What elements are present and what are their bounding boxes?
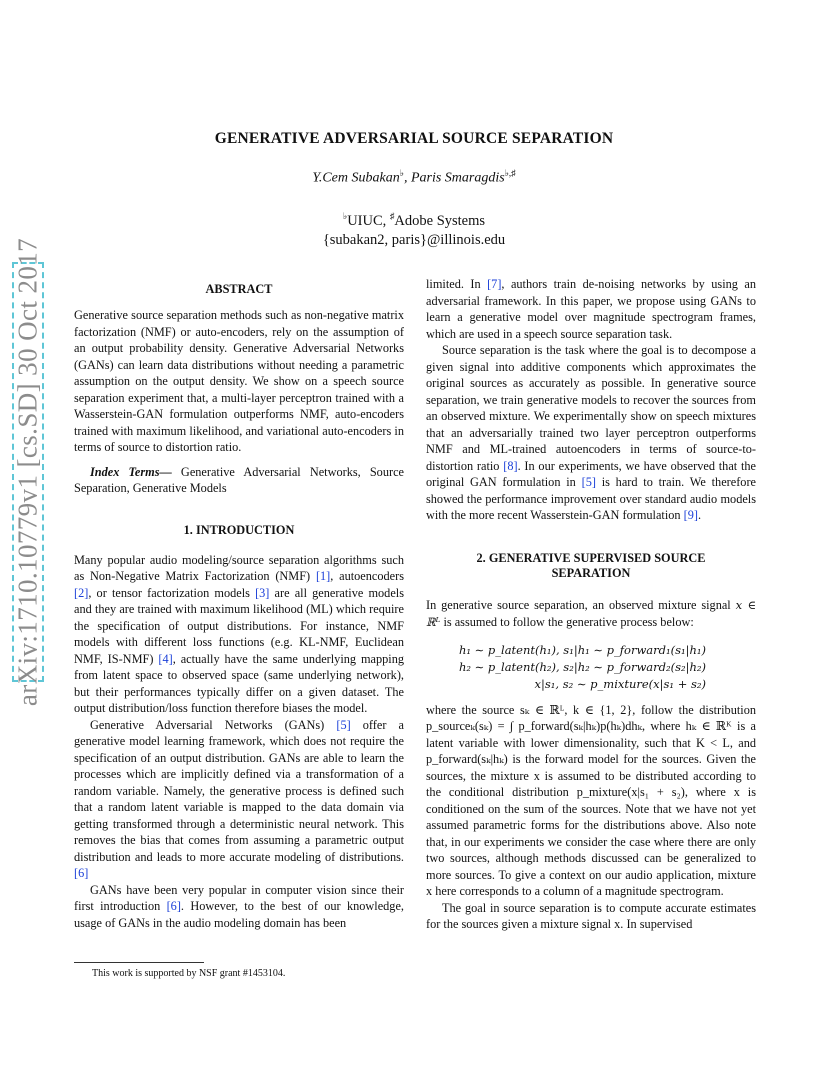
abstract-body: Generative source separation methods such as non-negative matrix factorization (NMF) or auto-encoders, rely on the assumption of an output probability density. Generative Adversarial Networks (GANs) can learn data distributions without needing a parametric assumption on the output density. We show on a speech source separation experiment that, a multi-layer perceptron trained with a Wasserstein-GAN formulation outperforms NMF, auto-encoders trained with maximum likelihood, and variational auto-encoders in terms of source to distortion ratio. [74,308,404,454]
affil-uiuc: UIUC, [347,212,390,229]
citation-link[interactable]: [1] [315,569,331,583]
intro-p1-c: , or tensor factorization models [88,585,256,600]
math-x-in-RL: x ∈ ℝᴸ [426,597,757,629]
abstract-heading: ABSTRACT [205,282,273,296]
index-terms [74,464,404,497]
intro-paragraph-3 [74,882,404,932]
author-1: Y.Cem Subakan [312,170,400,186]
intro-paragraph-2 [74,717,404,882]
section-2-heading [426,551,756,581]
citation-link[interactable]: [3] [255,585,270,600]
paper-title: GENERATIVE ADVERSARIAL SOURCE SEPARATION [214,130,614,147]
citation-link[interactable]: [2] [74,585,89,600]
citation-link[interactable]: [5] [336,717,351,732]
right-paragraph-4: where the source sₖ ∈ ℝᴸ, k ∈ {1, 2}, follow the distribution p_sourceₖ(sₖ) = ∫ p_forward(sₖ|hₖ)p(hₖ)dhₖ, where hₖ ∈ ℝᴷ is a latent variable with lower dimensionality, such that K < L, and p_forward(sₖ|hₖ) is the forward model for the sources. Given the sources, the mixture x is assumed to be distributed according to the conditional distribution p_mixture(x|s₁ + s₂), where x is conditioned on the sum of the sources. Note that we have not yet assumed parametric forms for the distributions above. Also note that, in our experiments we consider the case where there are only two sources, although methods discussed can be generalized to more sources. To give a context on our audio application, mixture x here corresponds to a column of a magnitude spectrogram. [426,702,756,898]
author-1-mark: ♭ [399,168,404,178]
citation-link[interactable]: [7] [487,277,502,291]
citation-link[interactable]: [6] [166,899,181,913]
right-paragraph-5: The goal in source separation is to compute accurate estimates for the sources given a mixture signal x. In supervised [426,900,756,931]
intro-p1-d: are all generative models and they are trained with maximum likelihood (ML) which require the specification of output distributions. For instance, NMF models with different loss functions (e.g. KL-NMF, Euclidean NMF, IS-NMF) [74,585,404,666]
right-p2-c: is hard to train. We therefore showed the performance improvement over standard audio models with the more recent Wasserstein-GAN formulation [426,475,756,522]
left-column [74,282,404,979]
right-paragraph-3 [426,597,756,631]
right-p2-a: Source separation is the task where the goal is to decompose a given signal into additive components which approximates the original sources as accurately as possible. In generative source separation, we train generative models to recover the sources from an observed mixture. We experimentally show on speech mixtures that an adversarially trained two layer perceptron outperforms NMF and ML-trained autoencoders in terms of source-to-distortion ratio [426,343,756,473]
footnote: This work is supported by NSF grant #1453104. [92,968,286,979]
right-p1-a: limited. In [426,277,488,291]
index-terms-text: Generative Adversarial Networks, Source Separation, Generative Models [74,464,404,495]
right-p2-b: . In our experiments, we have observed that the original GAN formulation in [426,458,756,489]
authors [0,168,828,187]
index-terms-label: Index Terms— [90,464,172,479]
intro-p1-e: , actually have the same underlying mapping from latent space to observed space (same underlying network), but their performances typically differ on a given dataset. The output distribution/loss function therefore biases the model. [74,651,404,715]
citation-link[interactable]: [5] [581,475,596,489]
right-paragraph-1 [426,276,756,342]
intro-p3-b: . However, to the best of our knowledge, usage of GANs in the audio modeling domain has been [74,899,404,930]
right-p3-b: is assumed to follow the generative process below: [440,614,694,629]
equation-1: h₁ ∼ p_latent(h₁), s₁|h₁ ∼ p_forward₁(s₁|h₁) [458,642,706,657]
equation-block [426,642,756,693]
citation-link[interactable]: [8] [503,458,518,473]
right-p2-d: . [697,508,702,522]
citation-link[interactable]: [6] [74,866,89,880]
footnote-area [74,962,404,980]
intro-p2-a: Generative Adversarial Networks (GANs) [90,717,337,732]
arxiv-stamp [12,237,44,707]
citation-link[interactable]: [9] [683,508,698,522]
intro-p3-a: GANs have been very popular in computer vision since their first introduction [74,882,404,913]
equation-2: h₂ ∼ p_latent(h₂), s₂|h₂ ∼ p_forward₂(s₂|h₂) [458,659,706,674]
affiliation-line-1 [0,207,828,231]
affiliation [0,207,828,250]
author-2: Paris Smaragdis [410,170,505,186]
right-p3-a: In generative source separation, an observed mixture signal [426,597,736,612]
author-2-mark: ♭,♯ [504,168,516,178]
arxiv-id: arXiv:1710.10779v1 [cs.SD] 30 Oct 2017 [12,237,43,707]
affil-mark-2: ♯ [389,211,395,221]
affil-mark-1: ♭ [342,211,348,221]
footnote-rule [74,962,204,963]
section-2-heading-line-1: 2. GENERATIVE SUPERVISED SOURCE [476,550,706,565]
affiliation-email: {subakan2, paris}@illinois.edu [322,231,506,248]
intro-heading: 1. INTRODUCTION [183,522,295,537]
intro-paragraph-1 [74,552,404,717]
right-column [426,276,756,933]
right-paragraph-2 [426,342,756,524]
affil-adobe: Adobe Systems [394,212,486,229]
intro-p1-a: Many popular audio modeling/source separation algorithms such as Non-Negative Matrix Factorization (NMF) [74,552,404,583]
intro-p1-b: , autoencoders [330,569,404,583]
section-2-heading-line-2: SEPARATION [551,565,631,580]
citation-link[interactable]: [4] [158,651,173,666]
intro-p2-b: offer a generative model learning framework, which does not require the specification of an output distribution. GANs are able to learn the processes which are implicitly defined via a transformation of a random variable. Namely, the generative process is defined such that a random latent variable is mapped to the data domain via getting transformed through a deterministic neural network. This removes the bias that comes from assuming a parametric output distribution and leads to more accurate modeling of distributions. [74,717,404,864]
equation-3: x|s₁, s₂ ∼ p_mixture(x|s₁ + s₂) [534,676,706,691]
author-sep: , [403,170,411,186]
right-p1-b: , authors train de-noising networks by using an adversarial framework. In this paper, we propose using GANs to learn a generative model over magnitude spectrogram frames, which are used in a speech source separation task. [426,277,756,341]
